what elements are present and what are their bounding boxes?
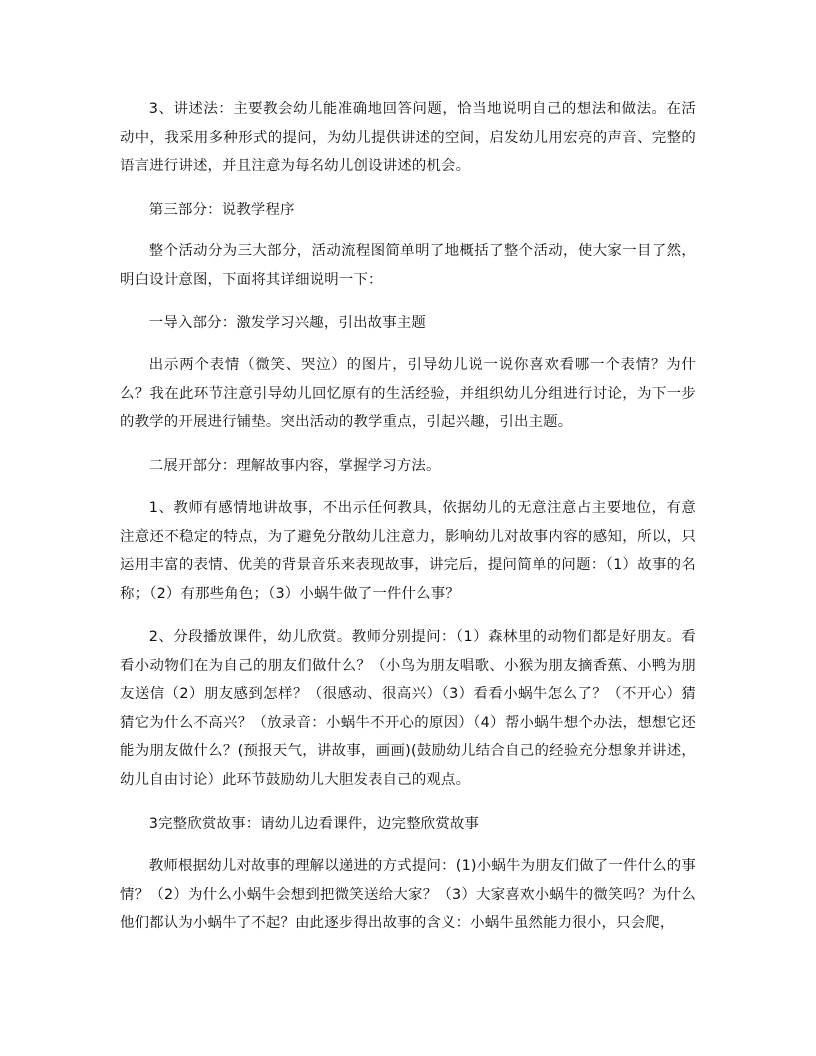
paragraph-courseware-playback: 2、分段播放课件，幼儿欣赏。教师分别提问：（1）森林里的动物们都是好朋友。看看小动物们在为自己的朋友们做什么？（小鸟为朋友唱歌、小猴为朋友摘香蕉、小鸭为朋友送信（2）朋友感到怎样？（很感动、很高兴）（3）看看小蜗牛怎么了？（不开心）猜猜它为什么不高兴？（放录音：小蜗牛不开心的原因）（4）帮小蜗牛想个办法，想想它还能为朋友做什么？(预报天气，讲故事，画画)(鼓励幼儿结合自己的经验充分想象并讲述，幼儿自由讨论）此环节鼓励幼儿大胆发表自己的观点。 (120, 629, 696, 788)
paragraph-narration-method: 3、讲述法：主要教会幼儿能准确地回答问题，恰当地说明自己的想法和做法。在活动中，我采用多种形式的提问，为幼儿提供讲述的空间，启发幼儿用宏亮的声音、完整的语言进行讲述，并且注意为每名幼儿创设讲述的机会。 (120, 101, 696, 175)
paragraph-activity-overview: 整个活动分为三大部分，活动流程图简单明了地概括了整个活动，使大家一目了然，明白设计意图，下面将其详细说明一下： (120, 243, 696, 288)
paragraph-introduction-detail: 出示两个表情（微笑、哭泣）的图片，引导幼儿说一说你喜欢看哪一个表情？为什么？我在此环节注意引导幼儿回忆原有的生活经验，并组织幼儿分组进行讨论，为下一步的教学的开展进行铺垫。突出活动的教学重点，引起兴趣，引出主题。 (120, 357, 696, 431)
paragraph-storytelling: 1、教师有感情地讲故事，不出示任何教具，依据幼儿的无意注意占主要地位，有意注意还不稳定的特点，为了避免分散幼儿注意力，影响幼儿对故事内容的感知，所以，只运用丰富的表情、优美的背景音乐来表现故事，讲完后，提问简单的问题：（1）故事的名称；（2）有那些角色；（3）小蜗牛做了一件什么事？ (120, 500, 696, 602)
subheading-development: 二展开部分：理解故事内容，掌握学习方法。 (148, 458, 441, 474)
section-heading-part-three: 第三部分：说教学程序 (148, 202, 295, 218)
subheading-introduction: 一导入部分：激发学习兴趣，引出故事主题 (148, 315, 427, 331)
paragraph-progressive-questions: 教师根据幼儿对故事的理解以递进的方式提问：(1)小蜗牛为朋友们做了一件什么的事情？（2）为什么小蜗牛会想到把微笑送给大家？（3）大家喜欢小蜗牛的微笑吗？为什么他们都认为小蜗牛了不起？由此逐步得出故事的含义：小蜗牛虽然能力很小，只会爬， (120, 858, 696, 932)
subheading-full-appreciation: 3完整欣赏故事：请幼儿边看课件，边完整欣赏故事 (148, 816, 480, 832)
